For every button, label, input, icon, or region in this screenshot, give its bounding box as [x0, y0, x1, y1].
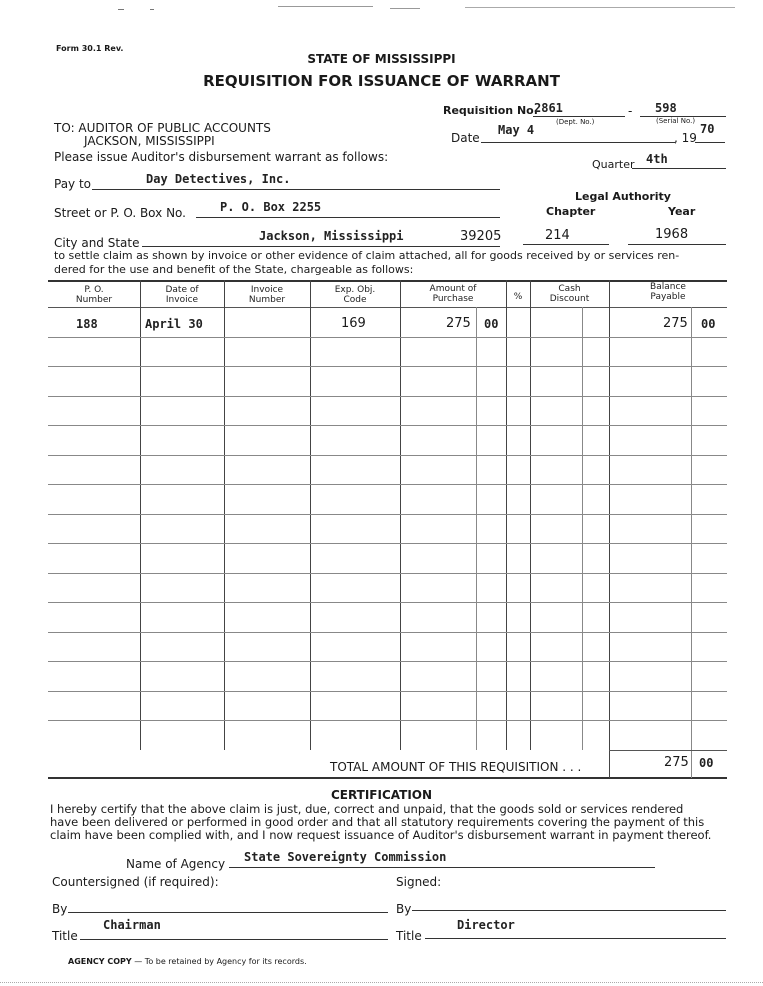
table-row-rule [48, 573, 727, 574]
chapter-value: 214 [545, 228, 570, 243]
by-left-label: By [52, 902, 68, 916]
chapter-label: Chapter [546, 205, 596, 218]
col-header-invoice: Invoice Number [248, 285, 286, 305]
form-title: REQUISITION FOR ISSUANCE OF WARRANT [203, 72, 560, 90]
form-id: Form 30.1 Rev. [56, 44, 124, 53]
footer-note [68, 957, 307, 966]
date-year-prefix: , 19 [674, 131, 697, 145]
agency-copy-label: AGENCY COPY [68, 957, 132, 966]
by-right-label: By [396, 902, 412, 916]
row-1-balance: 275 [663, 316, 688, 331]
row-1-date: April 30 [145, 317, 203, 331]
table-row-rule [48, 514, 727, 515]
state-heading: STATE OF MISSISSIPPI [307, 52, 456, 66]
year-label: Year [668, 205, 696, 218]
quarter-label: Quarter [592, 158, 635, 171]
issue-instruction: Please issue Auditor's disbursement warrant as follows: [54, 150, 389, 164]
certification-line-2: have been delivered or performed in good order and that all statutory requirements covering the payment of this [50, 815, 705, 829]
dept-number: 2861 [534, 101, 563, 115]
title-right-value: Director [457, 918, 515, 932]
street-label: Street or P. O. Box No. [54, 206, 186, 220]
date-month-day: May 4 [498, 123, 535, 137]
col-header-date: Date of Invoice [165, 285, 199, 305]
zip-value: 39205 [460, 229, 502, 244]
row-1-po: 188 [76, 317, 98, 331]
certification-line-1: I hereby certify that the above claim is just, due, correct and unpaid, that the goods sold or services rendered [50, 802, 684, 816]
col-header-po: P. O. Number [75, 285, 113, 305]
table-row-rule [48, 366, 727, 367]
requisition-dash: - [628, 104, 633, 118]
table-row-rule [48, 337, 727, 338]
table-row-rule [48, 602, 727, 603]
row-1-amount: 275 [446, 316, 471, 331]
row-1-amount-cents: 00 [484, 317, 499, 331]
table-row-rule [48, 661, 727, 662]
agency-label: Name of Agency [126, 857, 226, 871]
serial-caption: (Serial No.) [656, 117, 696, 125]
year-value: 1968 [655, 227, 689, 242]
table-row-rule [48, 632, 727, 633]
serial-number: 598 [655, 101, 677, 115]
total-rule [609, 750, 727, 751]
total-label: TOTAL AMOUNT OF THIS REQUISITION . . . [330, 760, 582, 774]
dept-caption: (Dept. No.) [556, 118, 595, 126]
table-row-rule [48, 484, 727, 485]
date-label: Date [451, 131, 480, 145]
table-row-rule [48, 396, 727, 397]
table-row-rule [48, 691, 727, 692]
table-row-rule [48, 543, 727, 544]
table-row-rule [48, 455, 727, 456]
signed-label: Signed: [396, 875, 442, 889]
pay-to-label: Pay to [54, 177, 92, 191]
total-cents: 00 [699, 756, 714, 770]
countersigned-label: Countersigned (if required): [52, 875, 219, 889]
col-header-balance: Balance Payable [650, 282, 686, 302]
total-dollars: 275 [664, 755, 689, 770]
requisition-label: Requisition No. [443, 104, 538, 117]
title-right-label: Title [396, 929, 422, 943]
to-line-1: TO: AUDITOR OF PUBLIC ACCOUNTS [54, 121, 271, 135]
title-left-value: Chairman [103, 918, 161, 932]
agency-value: State Sovereignty Commission [244, 850, 447, 864]
row-1-exp: 169 [341, 316, 366, 331]
certification-line-3: claim have been complied with, and I now request issuance of Auditor's disbursement warrant in payment thereof. [50, 828, 712, 842]
col-header-cash: Cash Discount [549, 284, 590, 304]
certification-title: CERTIFICATION [330, 788, 433, 802]
legal-authority-label: Legal Authority [575, 190, 671, 203]
table-row-rule [48, 425, 727, 426]
claim-text-line-1: to settle claim as shown by invoice or other evidence of claim attached, all for goods received by or services ren- [54, 249, 680, 262]
to-line-2: JACKSON, MISSISSIPPI [84, 134, 215, 148]
quarter-value: 4th [646, 152, 668, 166]
footer-note-text: — To be retained by Agency for its records. [134, 957, 307, 966]
city-label: City and State [54, 236, 140, 250]
date-year: 70 [700, 122, 715, 136]
pay-to-value: Day Detectives, Inc. [146, 172, 291, 186]
col-header-exp: Exp. Obj. Code [334, 285, 376, 305]
col-header-amount: Amount of Purchase [429, 284, 477, 304]
city-value: Jackson, Mississippi [259, 229, 404, 243]
table-row-rule [48, 720, 727, 721]
row-1-balance-cents: 00 [701, 317, 716, 331]
claim-text-line-2: dered for the use and benefit of the State, chargeable as follows: [54, 263, 414, 276]
street-value: P. O. Box 2255 [220, 200, 322, 214]
claim-table [48, 280, 727, 778]
col-header-pct: % [513, 292, 523, 302]
title-left-label: Title [52, 929, 78, 943]
